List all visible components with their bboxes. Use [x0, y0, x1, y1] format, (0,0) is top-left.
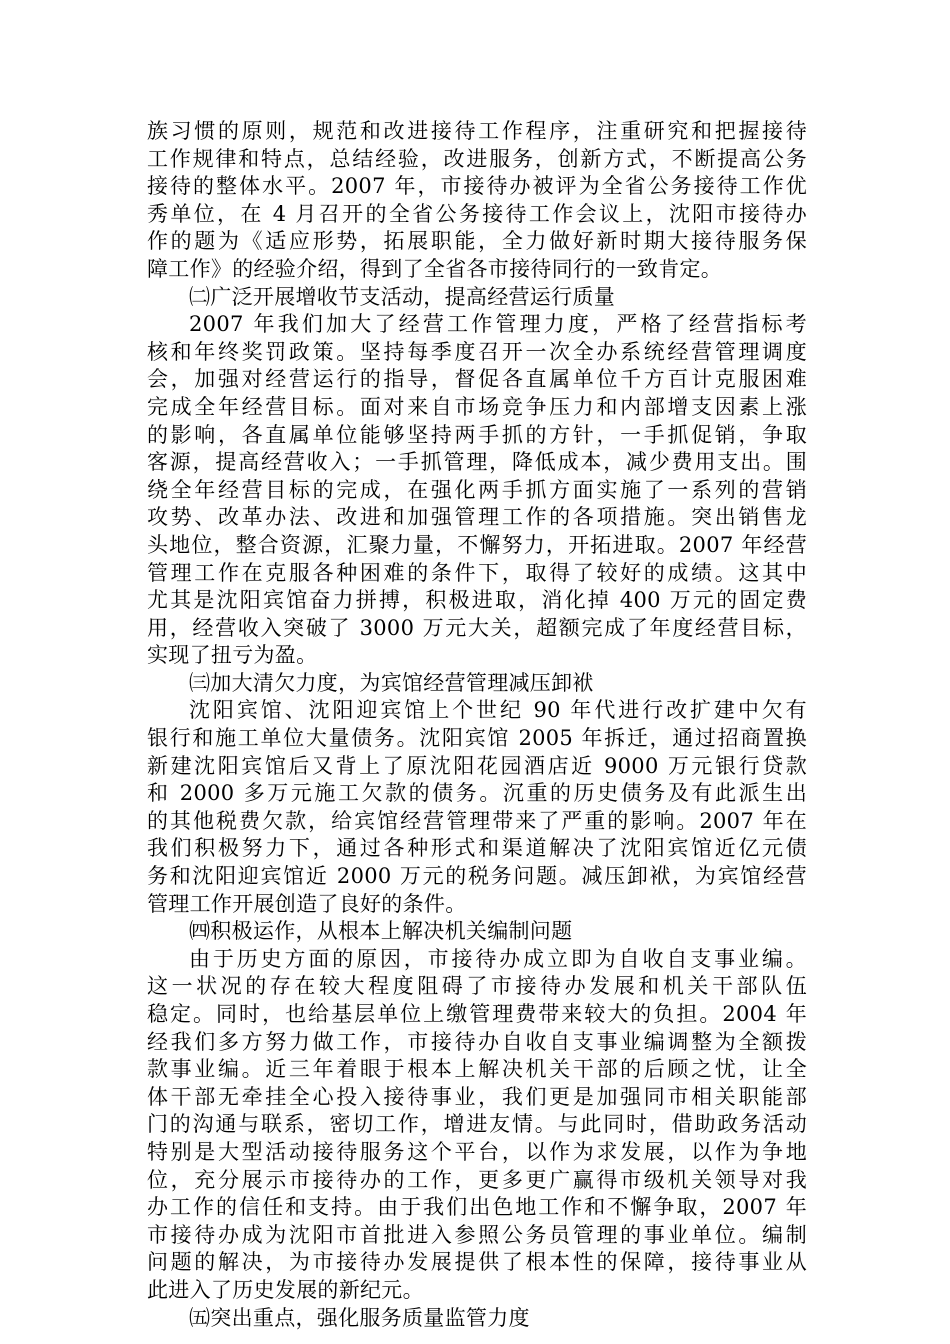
- text-line: 此进入了历史发展的新纪元。: [147, 1277, 424, 1302]
- text-line: 秀单位，在 4 月召开的全省公务接待工作会议上，沈阳市接待办: [147, 201, 807, 226]
- text-line: 核和年终奖罚政策。坚持每季度召开一次全办系统经营管理调度: [147, 339, 807, 364]
- paragraph-intro: [147, 118, 807, 284]
- text-line: 稳定。同时，也给基层单位上缴管理费带来较大的负担。2004 年: [147, 1002, 807, 1026]
- text-line: 的其他税费欠款，给宾馆经营管理带来了严重的影响。2007 年在: [147, 808, 807, 833]
- text-line: 市接待办成为沈阳市首批进入参照公务员管理的事业单位。编制: [147, 1222, 807, 1247]
- text-line: 务和沈阳迎宾馆近 2000 万元的税务问题。减压卸袱，为宾馆经营: [147, 864, 807, 889]
- text-line: 新建沈阳宾馆后又背上了原沈阳花园酒店近 9000 万元银行贷款: [147, 753, 807, 778]
- text-line: 的影响，各直属单位能够坚持两手抓的方针，一手抓促销，争取: [147, 422, 807, 447]
- text-line: 问题的解决，为市接待办发展提供了根本性的保障，接待事业从: [147, 1250, 807, 1275]
- text-line: 实现了扭亏为盈。: [147, 643, 318, 668]
- text-line: 银行和施工单位大量债务。沈阳宾馆 2005 年拆迁，通过招商置换: [147, 726, 807, 751]
- text-line: 尤其是沈阳宾馆奋力拼搏，积极进取，消化掉 400 万元的固定费: [147, 588, 807, 613]
- section-heading-2: ㈡广泛开展增收节支活动，提高经营运行质量: [189, 284, 615, 309]
- text-line: 客源，提高经营收入；一手抓管理，降低成本，减少费用支出。围: [147, 450, 807, 475]
- section-heading-5: ㈤突出重点，强化服务质量监管力度: [189, 1305, 530, 1330]
- text-line: 接待的整体水平。2007 年，市接待办被评为全省公务接待工作优: [147, 174, 807, 199]
- text-line: 办工作的信任和支持。由于我们出色地工作和不懈争取，2007 年: [147, 1195, 807, 1220]
- section-heading-3: ㈢加大清欠力度，为宾馆经营管理减压卸袱: [189, 670, 594, 695]
- text-line: 位，充分展示市接待办的工作，更多更广赢得市级机关领导对我: [147, 1167, 807, 1192]
- paragraph-operations: [147, 311, 807, 670]
- text-line: 体干部无牵挂全心投入接待事业，我们更是加强同市相关职能部: [147, 1084, 807, 1109]
- text-line: 绕全年经营目标的完成，在强化两手抓方面实施了一系列的营销: [147, 477, 807, 502]
- text-line: 管理工作在克服各种困难的条件下，取得了较好的成绩。这其中: [147, 560, 807, 585]
- text-line: 完成全年经营目标。面对来自市场竞争压力和内部增支因素上涨: [147, 394, 807, 419]
- text-line: 作的题为《适应形势，拓展职能，全力做好新时期大接待服务保: [147, 229, 807, 254]
- paragraph-staffing: [147, 946, 807, 1305]
- text-line: 特别是大型活动接待服务这个平台，以作为求发展，以作为争地: [147, 1139, 807, 1164]
- text-line: 攻势、改革办法、改进和加强管理工作的各项措施。突出销售龙: [147, 505, 807, 530]
- text-line: 用，经营收入突破了 3000 万元大关，超额完成了年度经营目标，: [147, 615, 807, 640]
- text-line: 头地位，整合资源，汇聚力量，不懈努力，开拓进取。2007 年经营: [147, 532, 807, 557]
- text-line: 障工作》的经验介绍，得到了全省各市接待同行的一致肯定。: [147, 256, 723, 281]
- text-line: 族习惯的原则，规范和改进接待工作程序，注重研究和把握接待: [147, 119, 807, 143]
- paragraph-debt: [147, 697, 807, 918]
- document-page: [147, 118, 807, 1332]
- text-line: 这一状况的存在较大程度阻碍了市接待办发展和机关干部队伍: [147, 974, 807, 999]
- text-line: 由于历史方面的原因，市接待办成立即为自收自支事业编。: [189, 946, 807, 971]
- text-line: 管理工作开展创造了良好的条件。: [147, 891, 467, 916]
- text-line: 经我们多方努力做工作，市接待办自收自支事业编调整为全额拨: [147, 1029, 807, 1054]
- text-line: 和 2000 多万元施工欠款的债务。沉重的历史债务及有此派生出: [147, 781, 807, 806]
- text-line: 我们积极努力下，通过各种形式和渠道解决了沈阳宾馆近亿元债: [147, 836, 807, 861]
- text-line: 会，加强对经营运行的指导，督促各直属单位千方百计克服困难: [147, 367, 807, 392]
- text-line: 沈阳宾馆、沈阳迎宾馆上个世纪 90 年代进行改扩建中欠有: [189, 698, 807, 723]
- section-heading-4: ㈣积极运作，从根本上解决机关编制问题: [189, 919, 573, 944]
- text-line: 工作规律和特点，总结经验，改进服务，创新方式，不断提高公务: [147, 146, 807, 171]
- text-line: 2007 年我们加大了经营工作管理力度，严格了经营指标考: [189, 312, 807, 337]
- text-line: 款事业编。近三年着眼于根本上解决机关干部的后顾之忧，让全: [147, 1057, 807, 1082]
- text-line: 门的沟通与联系，密切工作，增进友情。与此同时，借助政务活动: [147, 1112, 807, 1137]
